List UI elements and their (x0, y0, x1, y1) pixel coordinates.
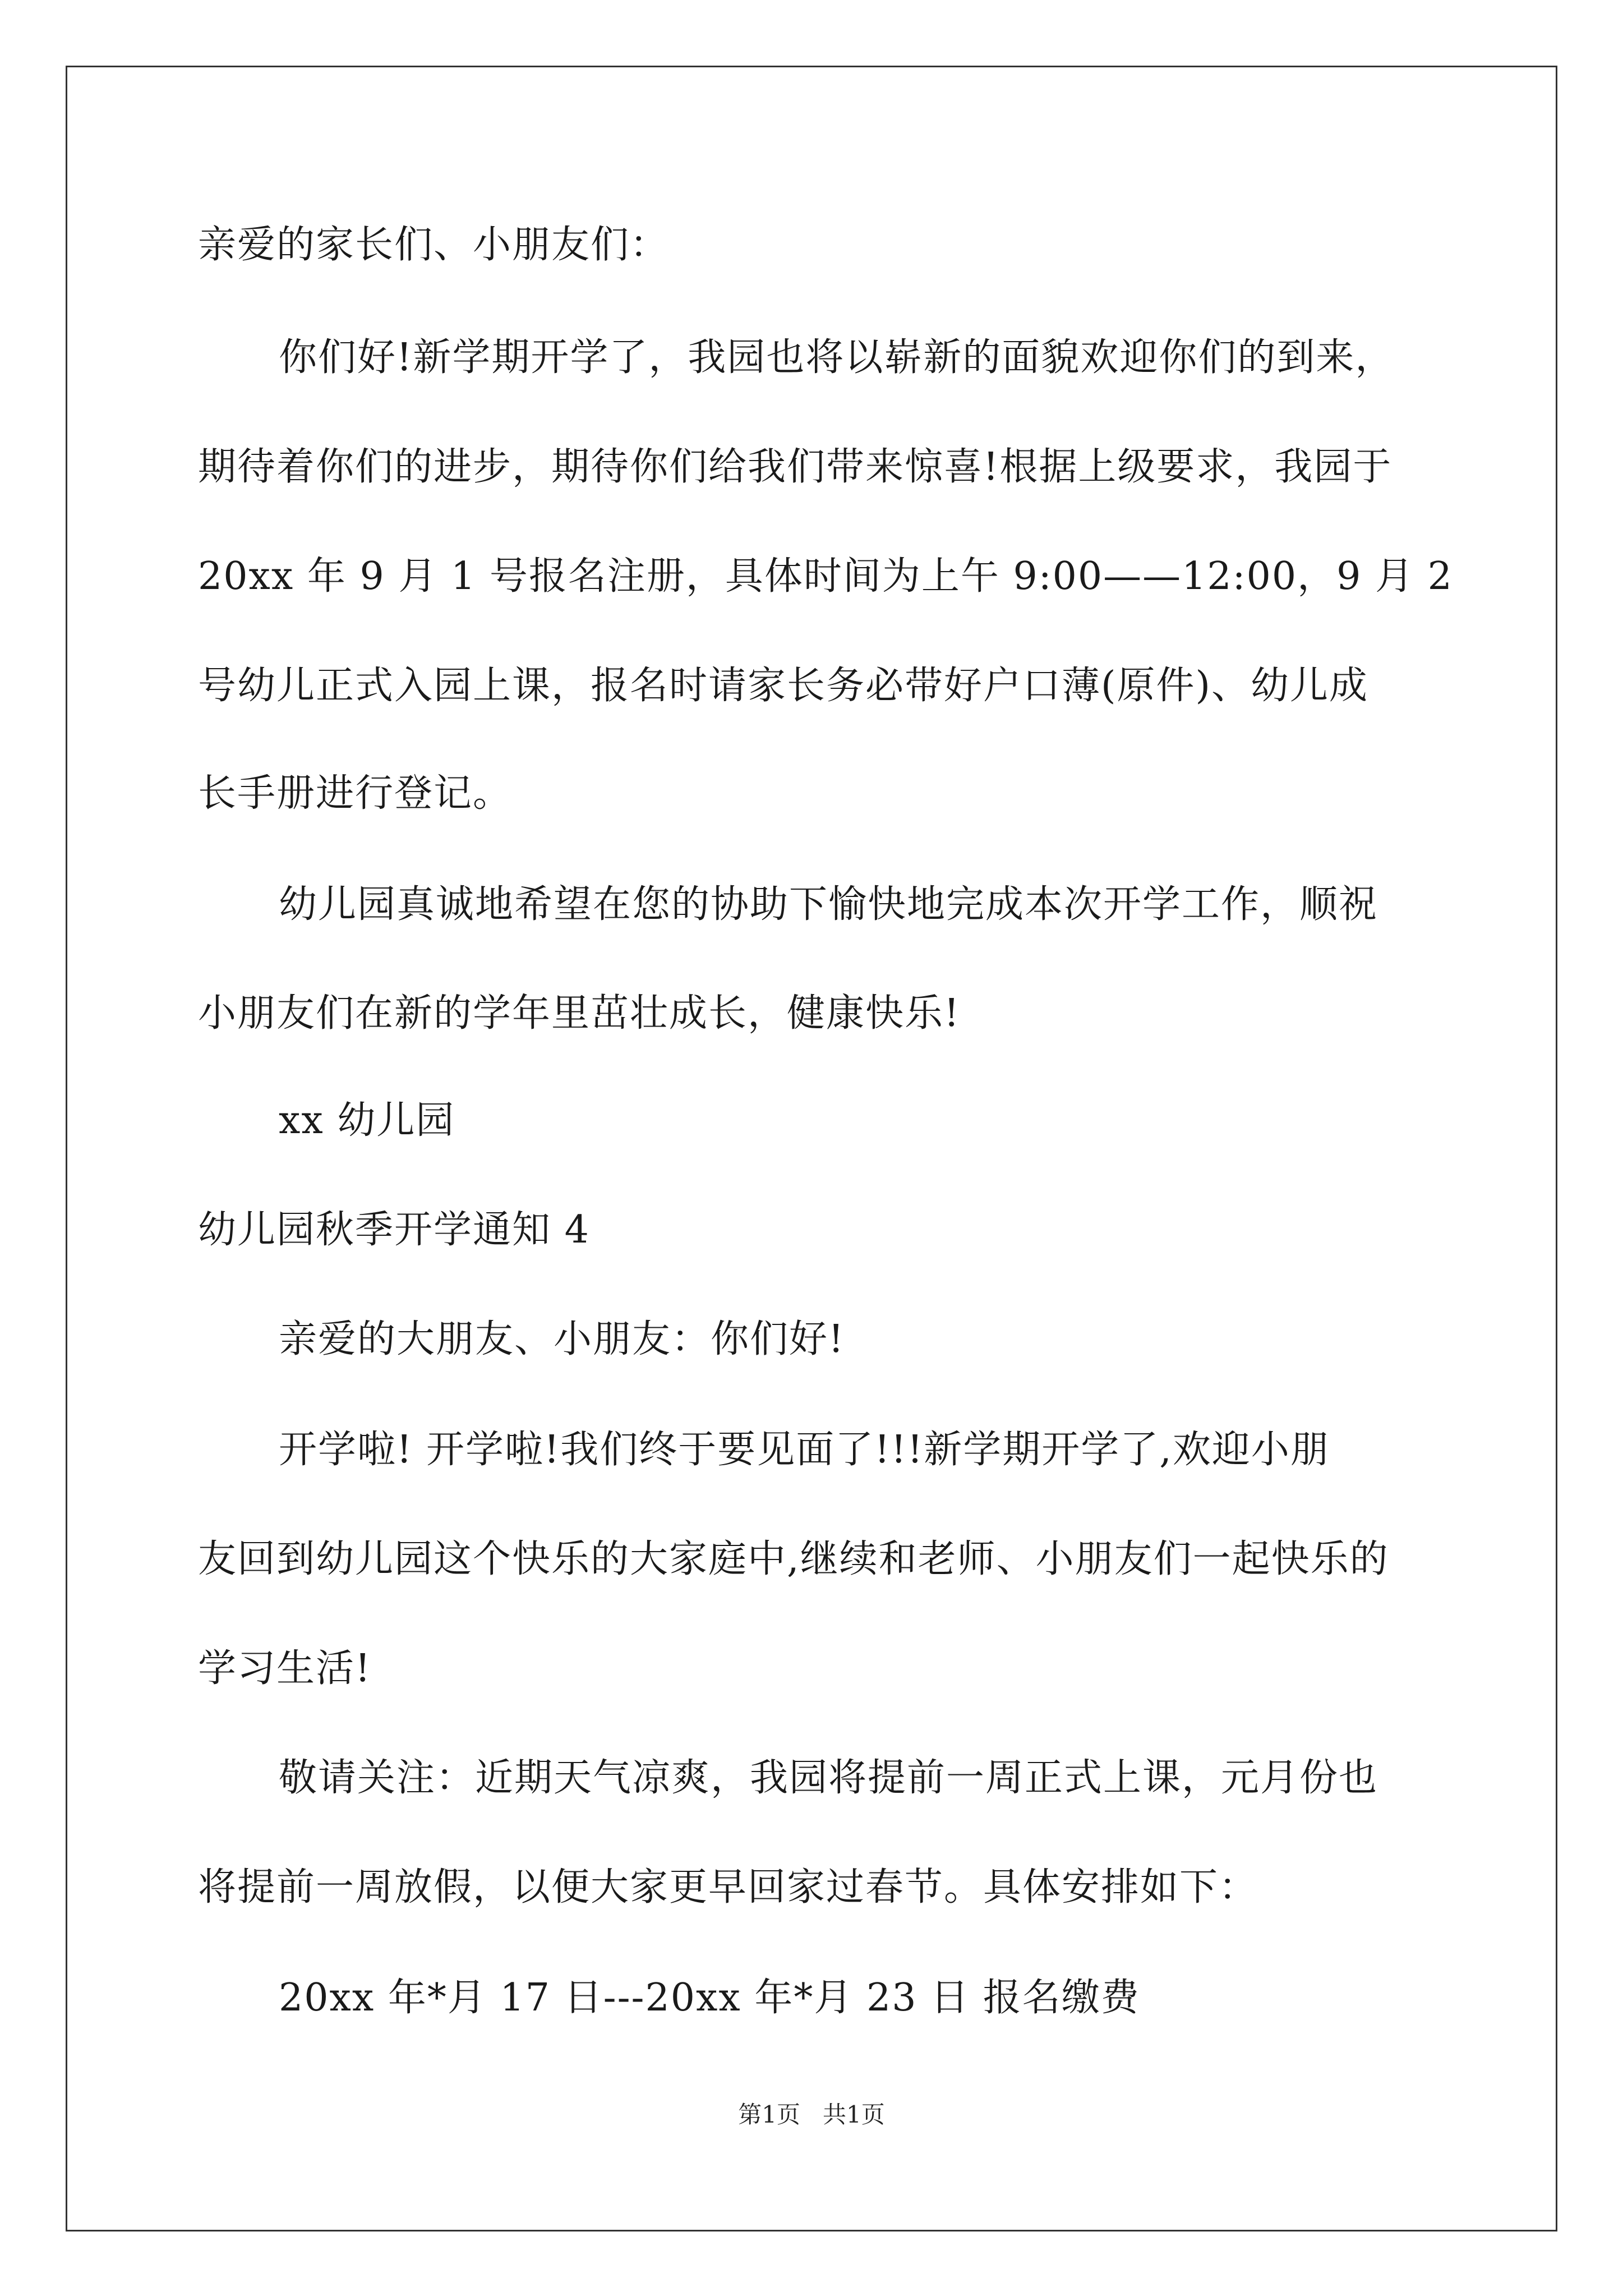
signature-line: xx 幼儿园 (279, 1098, 455, 1143)
paragraph-line: 学习生活! (198, 1646, 372, 1691)
page-footer: 第1页 共1页 (738, 2101, 885, 2128)
paragraph-line: 将提前一周放假，以便大家更早回家过春节。具体安排如下： (198, 1865, 1258, 1910)
paragraph-line: 长手册进行登记。 (198, 771, 513, 816)
salutation-line: 亲爱的家长们、小朋友们： (198, 223, 670, 267)
paragraph-line: 幼儿园真诚地希望在您的协助下愉快地完成本次开学工作，顺祝 (279, 882, 1378, 927)
paragraph-line: 小朋友们在新的学年里茁壮成长，健康快乐! (198, 991, 961, 1036)
paragraph-line: 号幼儿正式入园上课，报名时请家长务必带好户口薄(原件)、幼儿成 (198, 664, 1369, 708)
paragraph-line: 20xx 年 9 月 1 号报名注册，具体时间为上午 9:00——12:00，9 月 2 (198, 554, 1453, 599)
paragraph-line: 开学啦! 开学啦!我们终于要见面了!!!新学期开学了,欢迎小朋 (279, 1428, 1330, 1472)
paragraph-line: 友回到幼儿园这个快乐的大家庭中,继续和老师、小朋友们一起快乐的 (198, 1537, 1389, 1581)
section-heading: 幼儿园秋季开学通知 4 (198, 1208, 590, 1252)
paragraph-line: 你们好!新学期开学了，我园也将以崭新的面貌欢迎你们的到来， (279, 335, 1395, 380)
paragraph-line: 期待着你们的进步，期待你们给我们带来惊喜!根据上级要求，我园于 (198, 445, 1393, 489)
greeting-line: 亲爱的大朋友、小朋友：你们好! (279, 1317, 845, 1361)
schedule-line: 20xx 年*月 17 日---20xx 年*月 23 日 报名缴费 (279, 1976, 1140, 2020)
paragraph-line: 敬请关注：近期天气凉爽，我园将提前一周正式上课，元月份也 (279, 1756, 1378, 1800)
